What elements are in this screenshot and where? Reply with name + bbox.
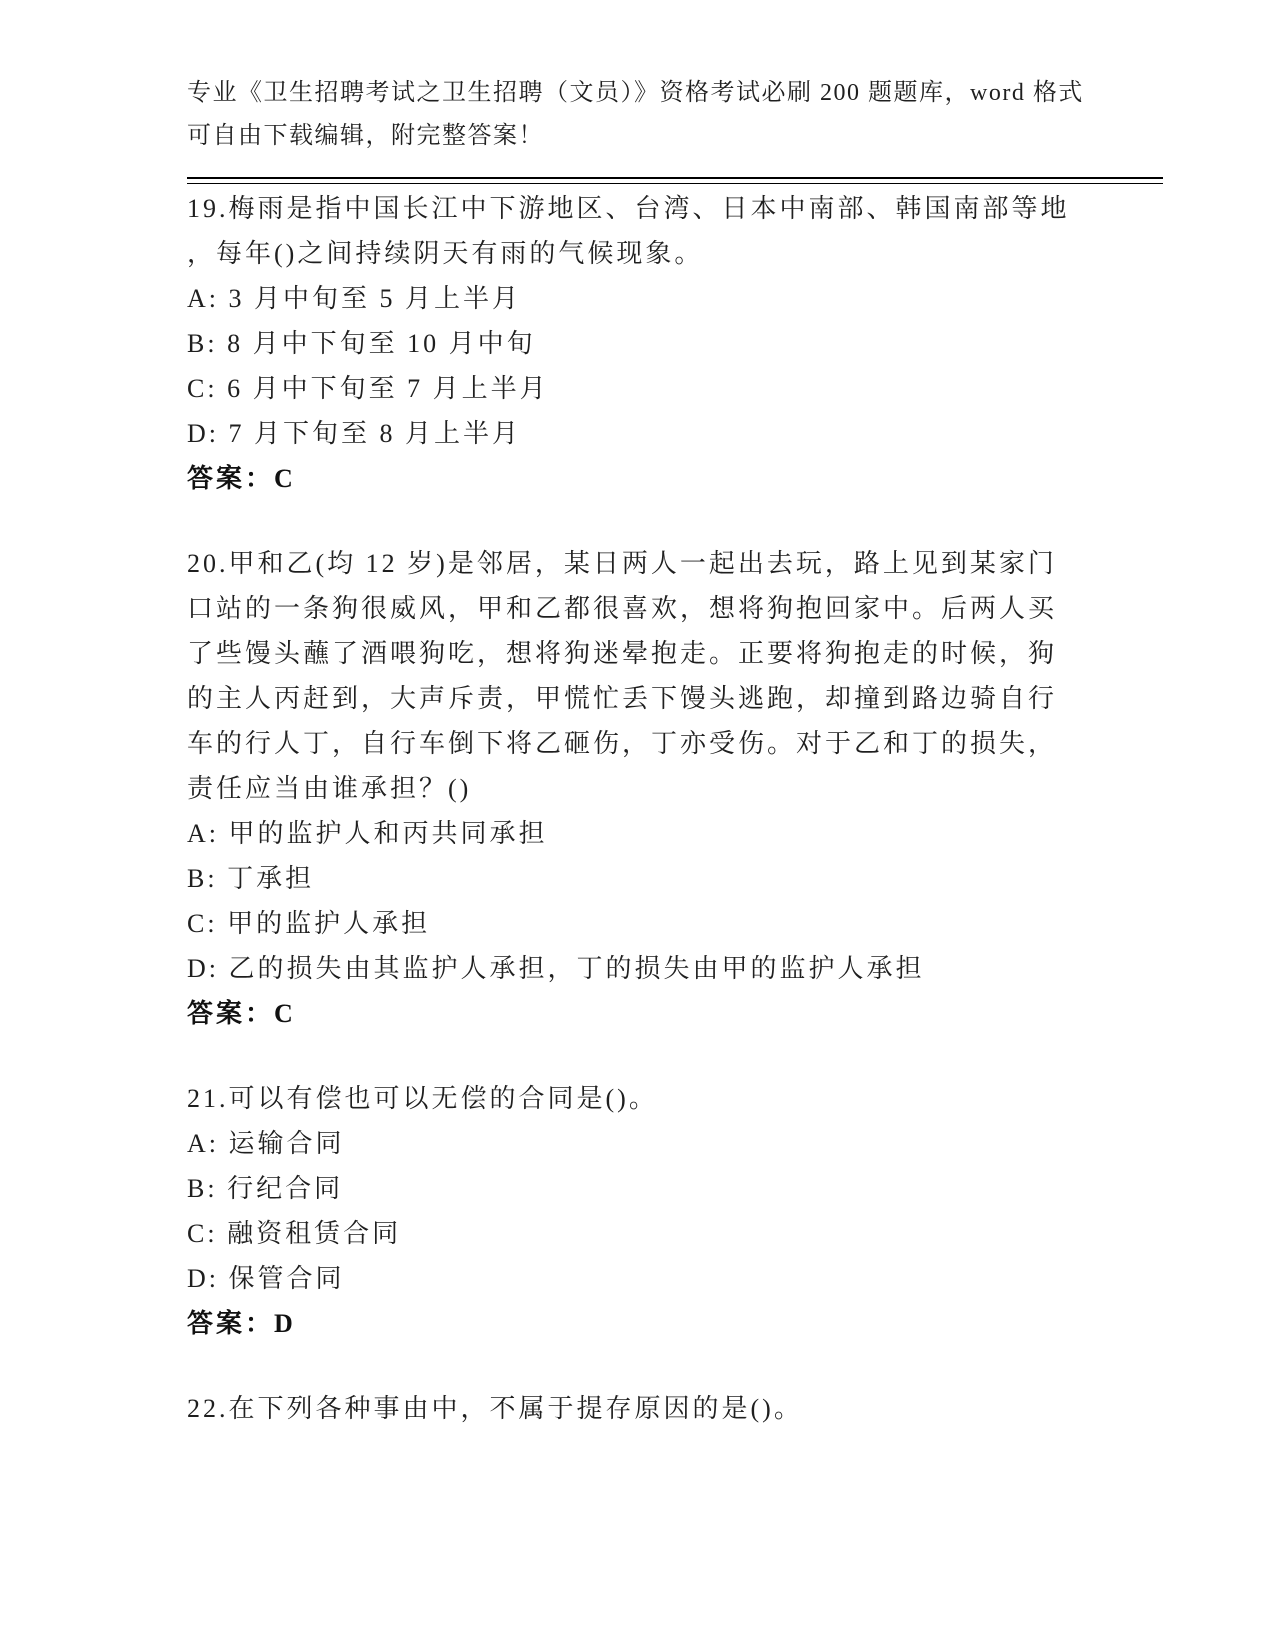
question-21-option-b: B: 行纪合同 [187,1174,344,1203]
question-19-stem-line: 19.梅雨是指中国长江中下游地区、台湾、日本中南部、韩国南部等地 [187,194,1070,223]
question-21-answer: 答案：D [187,1309,296,1338]
question-20-stem-line: 了些馒头蘸了酒喂狗吃，想将狗迷晕抱走。正要将狗抱走的时候，狗 [187,639,1058,668]
question-20-option-b: B: 丁承担 [187,864,315,893]
question-19-answer: 答案：C [187,464,296,493]
header-text-line-1: 专业《卫生招聘考试之卫生招聘（文员）》资格考试必刷 200 题题库，word 格式 [187,80,1084,106]
question-19 [187,186,1117,501]
question-21-stem-line: 21.可以有偿也可以无偿的合同是()。 [187,1084,658,1113]
question-20-stem-line: 口站的一条狗很威风，甲和乙都很喜欢，想将狗抱回家中。后两人买 [187,594,1058,623]
header-text-line-2: 可自由下载编辑，附完整答案！ [187,123,544,149]
question-list [187,186,1117,1431]
question-19-option-a: A: 3 月中旬至 5 月上半月 [187,284,522,313]
question-21-option-c: C: 融资租赁合同 [187,1219,402,1248]
question-20-stem-line: 车的行人丁，自行车倒下将乙砸伤，丁亦受伤。对于乙和丁的损失， [187,729,1058,758]
question-20 [187,541,1117,1036]
question-19-stem-line: ，每年()之间持续阴天有雨的气候现象。 [187,239,704,268]
question-20-stem-line: 20.甲和乙(均 12 岁)是邻居，某日两人一起出去玩，路上见到某家门 [187,549,1057,578]
question-21-option-d: D: 保管合同 [187,1264,345,1293]
question-21-option-a: A: 运输合同 [187,1129,345,1158]
question-22-stem-line: 22.在下列各种事由中，不属于提存原因的是()。 [187,1394,803,1423]
question-20-option-a: A: 甲的监护人和丙共同承担 [187,819,548,848]
question-22 [187,1386,1117,1431]
question-19-option-d: D: 7 月下旬至 8 月上半月 [187,419,522,448]
question-20-stem-line: 责任应当由谁承担？() [187,774,472,803]
document-header [187,72,1092,158]
question-19-option-b: B: 8 月中下旬至 10 月中旬 [187,329,536,358]
question-21 [187,1076,1117,1346]
question-20-answer: 答案：C [187,999,296,1028]
question-20-option-d: D: 乙的损失由其监护人承担，丁的损失由甲的监护人承担 [187,954,925,983]
question-19-option-c: C: 6 月中下旬至 7 月上半月 [187,374,549,403]
question-20-stem-line: 的主人丙赶到，大声斥责，甲慌忙丢下馒头逃跑，却撞到路边骑自行 [187,684,1058,713]
header-divider-double-rule [187,177,1163,184]
question-20-option-c: C: 甲的监护人承担 [187,909,431,938]
